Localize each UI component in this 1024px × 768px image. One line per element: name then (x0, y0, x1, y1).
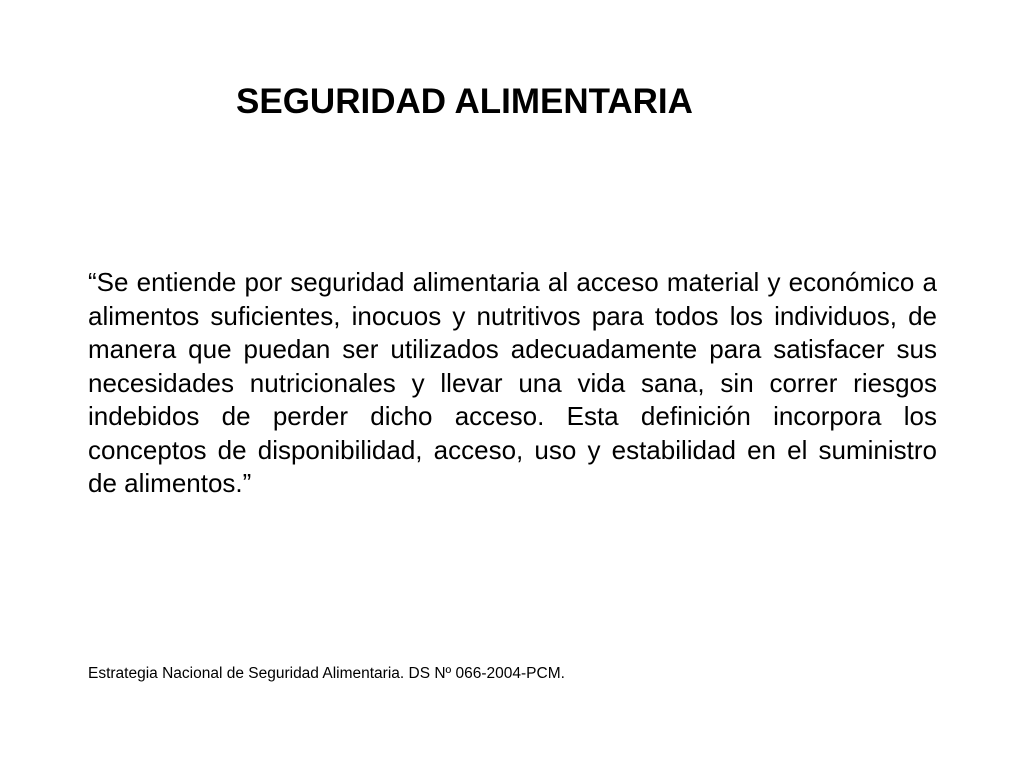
definition-quote: “Se entiende por seguridad alimentaria al acceso material y económico a alimentos suficientes, inocuos y nutritivos para todos los individuos, de manera que puedan ser utilizados adecuadamente para satisfacer sus necesidades nutricionales y llevar una vida sana, sin correr riesgos indebidos de perder dicho acceso. Esta definición incorpora los conceptos de disponibilidad, acceso, uso y estabilidad en el suministro de alimentos.” (88, 267, 937, 498)
source-citation: Estrategia Nacional de Seguridad Alimentaria. DS Nº 066-2004-PCM. (88, 665, 565, 682)
slide-title: SEGURIDAD ALIMENTARIA (236, 82, 693, 121)
